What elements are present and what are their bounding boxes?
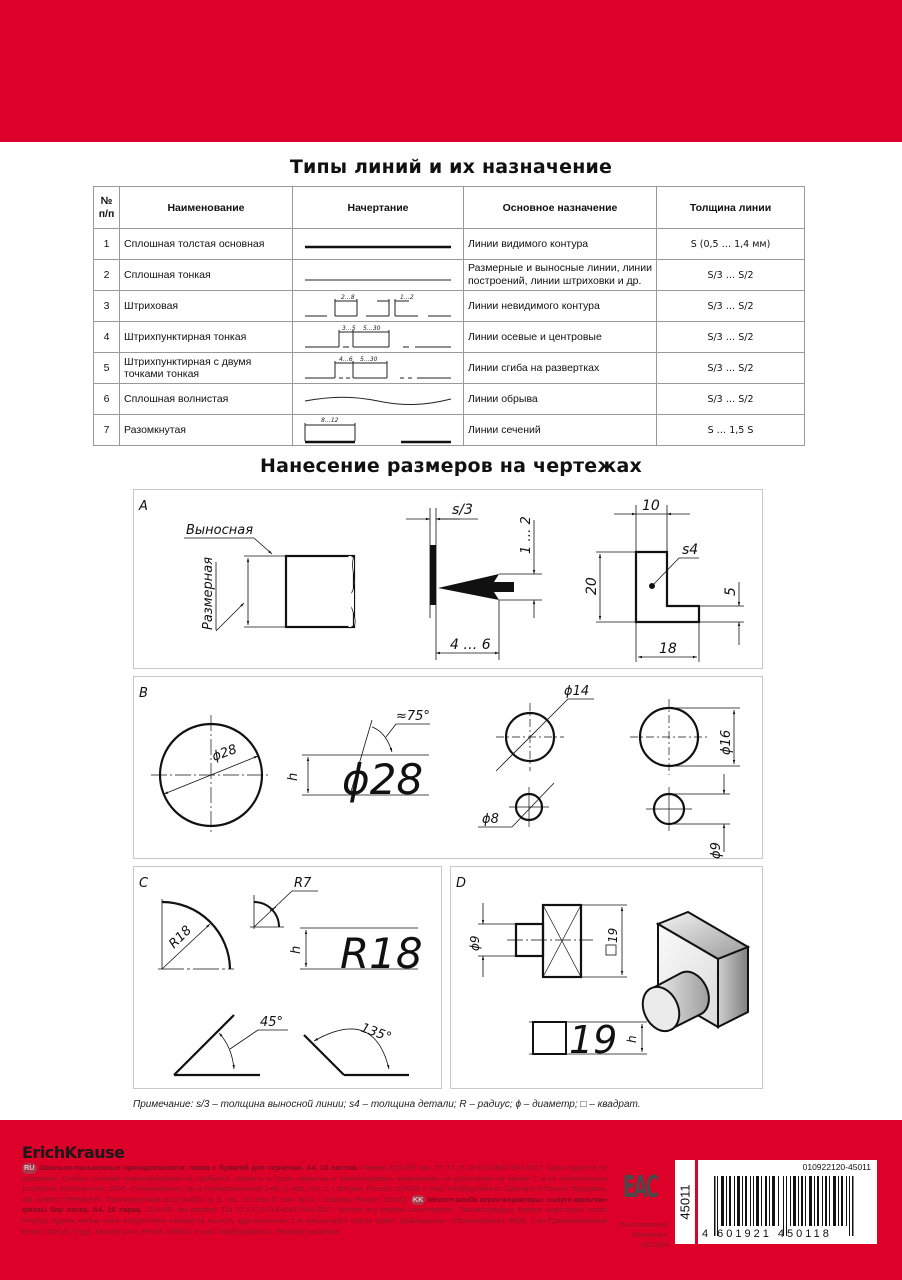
angle-45: 45°	[260, 1015, 284, 1030]
row-purpose: Линии сгиба на развертках	[464, 353, 657, 384]
arrow-length-label: 4 … 6	[450, 637, 491, 653]
section-title-dimensioning: Нанесение размеров на чертежах	[260, 455, 642, 477]
s3-label: s/3	[452, 502, 473, 518]
large-square-text: 19	[569, 1018, 618, 1062]
circle-diameter-28: ϕ28	[210, 742, 239, 765]
angle-135: 135°	[358, 1020, 394, 1046]
table-row	[94, 322, 805, 353]
svg-text:3…5: 3…5	[342, 325, 356, 332]
table-row	[94, 415, 805, 446]
thickness-s4: s4	[682, 542, 699, 558]
header-drawing: Начертание	[293, 187, 464, 229]
line-sample-open	[293, 415, 464, 446]
product-title-kk: Мектеп-жазба керек-жарақтары: сызуға арналған қағазы бар папка. А4, 10 парақ.	[22, 1194, 607, 1215]
product-title-ru: Школьно-письменные принадлежности: папка с бумагой для черчения. А4, 10 листов.	[39, 1163, 359, 1172]
svg-text:5…30: 5…30	[363, 325, 381, 332]
svg-text:1…2: 1…2	[400, 294, 414, 301]
height-h: h	[625, 1035, 639, 1043]
row-name: Штриховая	[120, 291, 293, 322]
language-badge-ru: RU	[24, 1163, 35, 1172]
line-sample-dash-dot	[293, 322, 464, 353]
article-number-box	[675, 1160, 695, 1244]
row-number: 5	[94, 353, 120, 384]
row-purpose: Линии сечений	[464, 415, 657, 446]
panel-label-d: D	[456, 876, 467, 891]
row-purpose: Размерные и выносные линии, линии построений, линии штриховки и др.	[464, 260, 657, 291]
line-types-table	[93, 186, 805, 446]
table-row	[94, 353, 805, 384]
row-purpose: Линии невидимого контура	[464, 291, 657, 322]
radius-18: R18	[166, 923, 195, 952]
row-thickness: S/3 … S/2	[657, 260, 805, 291]
row-number: 6	[94, 384, 120, 415]
line-sample-solid-thin	[293, 260, 464, 291]
header-number: № п/п	[94, 187, 120, 229]
panel-label-b: B	[139, 686, 148, 701]
table-row	[94, 260, 805, 291]
panel-d	[450, 866, 763, 1089]
diameter-9: ϕ9	[468, 935, 482, 951]
header-name: Наименование	[120, 187, 293, 229]
product-details-kk: 210×297 мм өлшемі. ТШ 17.23.13-013-46417544-2017. Қызмет ету мерзімі шектелмеген. Тасымалдаудың ерекше шарттарын талап етпейді. Құрғақ жабық және желдетілетін ғимаратта жылыту құрылғысынан 1 м қашықтықта сақтау қажет. Дайындаушы: «Полиграфика» ЖШҚ, 2-ші Грайвороновский өтпесі, 40а үй, 5-құр., Мәскеу қ-сы, Ресей, 109518, e-mail: info@pgrafika.ru. Ресейде жасалған.	[22, 1205, 607, 1236]
row-thickness: S/3 … S/2	[657, 384, 805, 415]
svg-text:5…30: 5…30	[360, 356, 378, 363]
panel-label-a: A	[139, 499, 148, 514]
line-sample-solid-thick	[293, 229, 464, 260]
top-red-band	[0, 0, 902, 142]
row-name: Сплошная тонкая	[120, 260, 293, 291]
header-thickness: Толщина линии	[657, 187, 805, 229]
legal-text	[22, 1163, 607, 1237]
large-diameter-text: ϕ28	[342, 755, 424, 804]
angle-75: ≈75°	[396, 709, 430, 724]
height-h: h	[289, 945, 304, 954]
barcode	[698, 1160, 877, 1244]
diameter-16: ϕ16	[719, 729, 734, 755]
row-purpose: Линии обрыва	[464, 384, 657, 415]
row-name: Сплошная толстая основная	[120, 229, 293, 260]
row-thickness: S (0,5 … 1,4 мм)	[657, 229, 805, 260]
section-title-line-types: Типы линий и их назначение	[289, 156, 613, 178]
legend-note: Примечание: s/3 – толщина выносной линии; s4 – толщина детали; R – радиус; ϕ – диаметр; □ – квадрат.	[133, 1099, 641, 1110]
dimension-label: Размерная	[201, 556, 216, 630]
row-name: Разомкнутая	[120, 415, 293, 446]
row-name: Штрихпунктирная с двумя точками тонкая	[120, 353, 293, 384]
row-number: 4	[94, 322, 120, 353]
row-number: 1	[94, 229, 120, 260]
row-name: Штрихпунктирная тонкая	[120, 322, 293, 353]
row-name: Сплошная волнистая	[120, 384, 293, 415]
table-row	[94, 229, 805, 260]
row-thickness: S/3 … S/2	[657, 291, 805, 322]
isometric-part-illustration	[636, 912, 748, 1037]
brand-logo: ErichKrause	[22, 1143, 125, 1162]
arrow-width-label: 1 … 2	[519, 516, 534, 554]
table-row	[94, 291, 805, 322]
radius-7: R7	[294, 876, 312, 891]
diameter-14: ϕ14	[564, 684, 590, 699]
panel-a	[133, 489, 763, 669]
language-badge-kk: KK	[412, 1194, 424, 1204]
manufacture-date: Изготовлено/ Жасалған: 04.2024	[618, 1220, 668, 1249]
row-thickness: S/3 … S/2	[657, 353, 805, 384]
article-number: 45011	[677, 1184, 693, 1220]
dim-10: 10	[642, 498, 660, 514]
diameter-8: ϕ8	[482, 812, 499, 827]
row-purpose: Линии осевые и центровые	[464, 322, 657, 353]
line-sample-dashed	[293, 291, 464, 322]
large-radius-text: R18	[340, 929, 423, 978]
eac-certification-mark: EAC	[623, 1170, 658, 1205]
dim-18: 18	[659, 641, 677, 657]
height-h: h	[286, 772, 301, 781]
header-purpose: Основное назначение	[464, 187, 657, 229]
row-number: 7	[94, 415, 120, 446]
table-header-row	[94, 187, 805, 229]
product-details-ru: Размер 210×297 мм. ТУ 17.23.13-013-46417544-2017. Срок годности не ограничен. Особых условий транспортировки не требуется. Хранить в сухих закрытых и вентилируемых помещениях на расстоянии не менее 1 м от отопительных устройств. Изготовитель: ООО «Полиграфика», пр-д Грайвороновский 2-ой, д. 40а, стр. 5, г. Москва, Россия, 109518, e-mail: info@pgrafika.ru. Сделано в России. Продавец: АО «ОФИС ПРЕМЬЕР», Проектируемый пр-д №4062, д. 6, стр. 16, этаж 2, пом. №7А, г. Москва, Россия, 115432.	[22, 1163, 607, 1204]
row-thickness: S … 1,5 S	[657, 415, 805, 446]
diameter-9: ϕ9	[709, 842, 724, 859]
dim-5: 5	[723, 587, 739, 596]
barcode-number: 4 601921 450118	[702, 1228, 832, 1240]
row-thickness: S/3 … S/2	[657, 322, 805, 353]
panel-label-c: C	[139, 876, 149, 891]
row-number: 3	[94, 291, 120, 322]
dim-20: 20	[584, 577, 600, 595]
square-19: 19	[606, 927, 620, 943]
panel-b	[133, 676, 763, 859]
svg-text:8…12: 8…12	[321, 417, 339, 424]
line-sample-wavy	[293, 384, 464, 415]
svg-text:4…6: 4…6	[339, 356, 353, 363]
row-number: 2	[94, 260, 120, 291]
barcode-code: 010922120-45011	[802, 1162, 871, 1172]
line-sample-dash-dot-dot	[293, 353, 464, 384]
svg-text:2…8: 2…8	[341, 294, 355, 301]
extension-label: Выносная	[186, 523, 254, 538]
row-purpose: Линии видимого контура	[464, 229, 657, 260]
table-row	[94, 384, 805, 415]
panel-c	[133, 866, 442, 1089]
